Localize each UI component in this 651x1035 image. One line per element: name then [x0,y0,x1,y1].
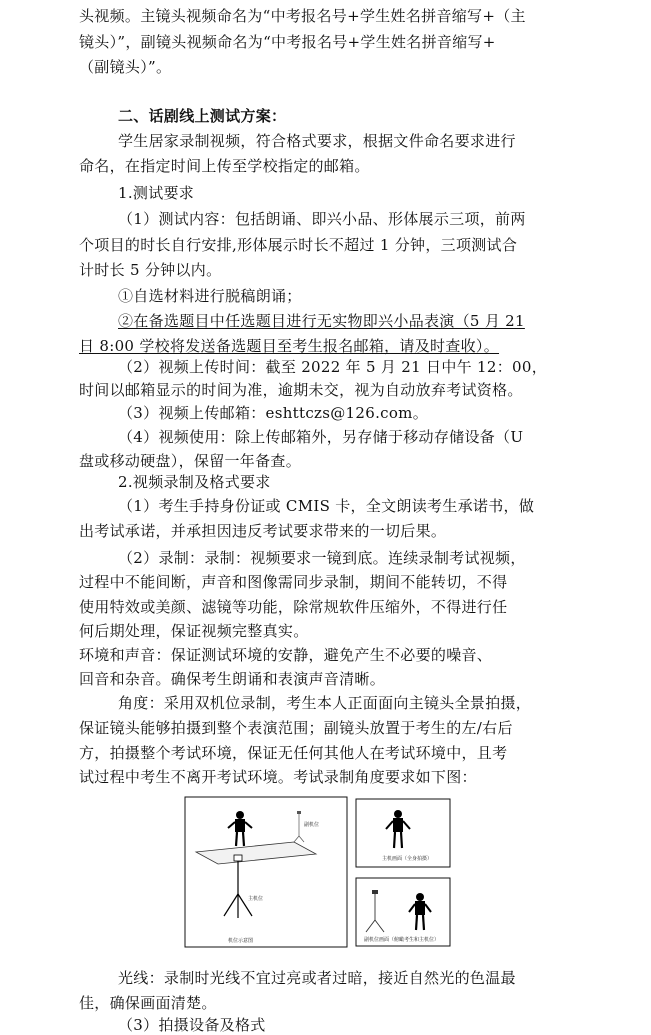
secondary-cam-label: 副机位 [304,822,320,828]
text-line: 试过程中考生不离开考试环境。考试录制角度要求如下图： [79,768,477,786]
text-line: 镜头）”，副镜头视频命名为“中考报名号+学生姓名拼音缩写+ [79,33,496,51]
text-line: 佳，确保画面清楚。 [79,994,217,1012]
text-line: ①自选材料进行脱稿朗诵； [118,287,302,305]
text-line: 出考试承诺，并承担因违反考试要求带来的一切后果。 [79,522,447,540]
text-line: 头视频。主镜头视频命名为“中考报名号+学生姓名拼音缩写+（主 [79,7,526,25]
text-line: （3）视频上传邮箱：eshttczs@126.com。 [118,404,428,422]
text-line: 光线：录制时光线不宜过亮或者过暗，接近自然光的色温最 [118,969,516,987]
text-line: 过程中不能间断，声音和图像需同步录制，期间不能转切，不得 [79,573,508,591]
text-line: 盘或移动硬盘），保留一年备查。 [79,452,302,470]
main-cam-label: 主机位 [248,896,264,902]
text-line: 角度：采用双机位录制，考生本人正面面向主镜头全景拍摄， [118,694,532,712]
text-line: （4）视频使用：除上传邮箱外，另存储于移动存储设备（U [118,428,524,446]
caption-right-bottom: 副机位画面（俯瞰考生和主机位） [364,937,440,943]
text-line: 命名，在指定时间上传至学校指定的邮箱。 [79,157,370,175]
camera-setup-figure [184,796,452,948]
section-heading: 二、话剧线上测试方案： [118,107,287,125]
subheading: 1.测试要求 [118,184,195,202]
subheading: 2.视频录制及格式要求 [118,473,271,491]
text-line: 何后期处理，保证视频完整真实。 [79,622,309,640]
caption-left: 机位示意图 [228,938,254,944]
text-line: 计时长 5 分钟以内。 [79,261,222,279]
caption-right-top: 主机画面（全身拍摄） [382,856,433,862]
text-line: 环境和声音：保证测试环境的安静，避免产生不必要的噪音、 [79,646,493,664]
text-line: （1）考生手持身份证或 CMIS 卡，全文朗读考生承诺书，做 [118,497,535,515]
text-line: （2）视频上传时间：截至 2022 年 5 月 21 日中午 12：00， [118,358,547,376]
text-line: 日 8:00 学校将发送备选题目至考生报名邮箱，请及时查收）。 [79,337,500,355]
text-line: 保证镜头能够拍摄到整个表演范围；副镜头放置于考生的左/右后 [79,719,513,737]
text-line: （1）测试内容：包括朗诵、即兴小品、形体展示三项，前两 [118,210,526,228]
text-line: 学生居家录制视频，符合格式要求，根据文件命名要求进行 [118,132,516,150]
text-line: （2）录制：录制：视频要求一镜到底。连续录制考试视频， [118,549,526,567]
text-line: 回音和杂音。确保考生朗诵和表演声音清晰。 [79,670,386,688]
text-line: 时间以邮箱显示的时间为准，逾期未交，视为自动放弃考试资格。 [79,381,523,399]
text-line: （副镜头）”。 [79,58,172,76]
right-bottom-frame [356,878,450,946]
text-line: 使用特效或美颜、滤镜等功能，除常规软件压缩外，不得进行任 [79,598,508,616]
text-line: 个项目的时长自行安排,形体展示时长不超过 1 分钟，三项测试合 [79,236,518,254]
text-line: 方，拍摄整个考试环境，保证无任何其他人在考试环境中，且考 [79,744,508,762]
text-line: ②在备选题目中任选题目进行无实物即兴小品表演（5 月 21 [118,312,525,330]
text-line: （3）拍摄设备及格式 [118,1016,266,1034]
left-panel-frame [185,797,347,947]
